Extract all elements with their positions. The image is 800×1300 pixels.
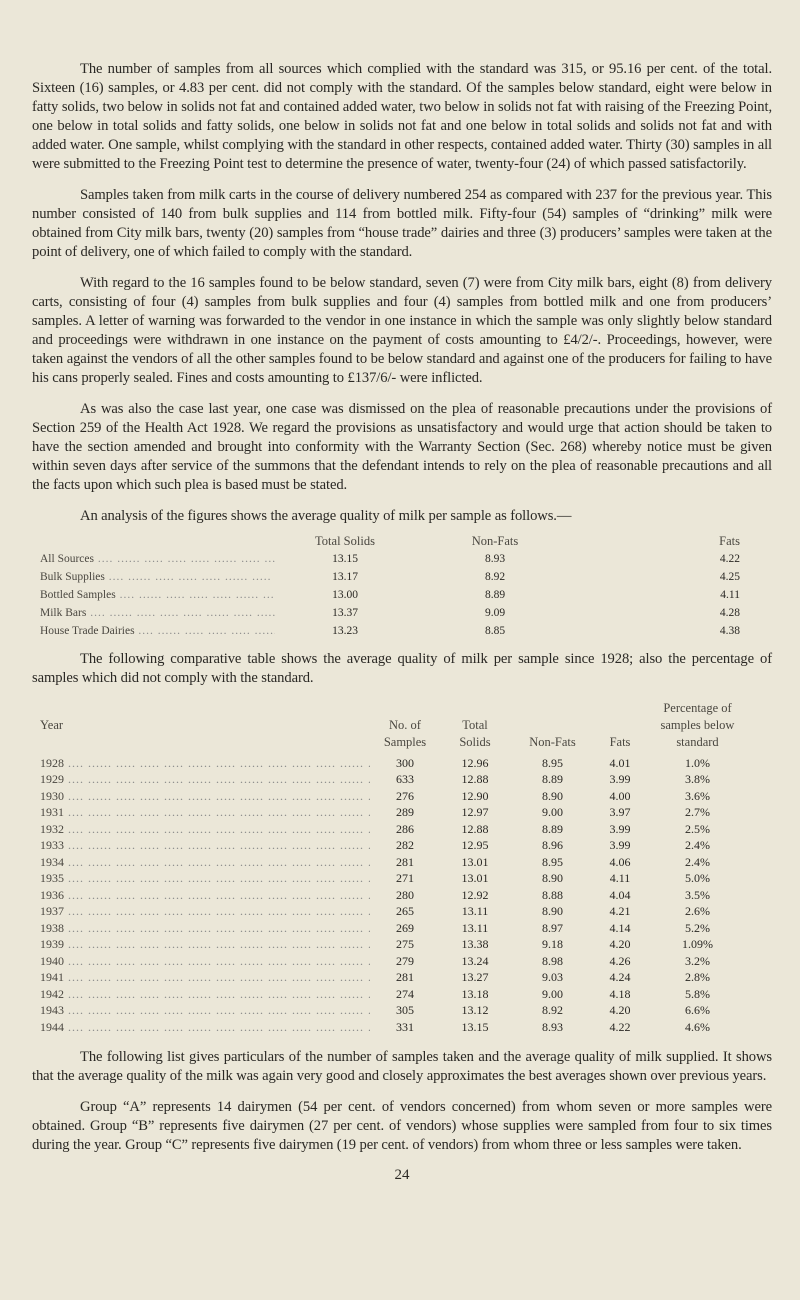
cell-percentage: 2.4% xyxy=(685,838,710,853)
cell-year: 1931 .... xyxy=(40,805,370,820)
cell-year: 1934 .... xyxy=(40,855,370,870)
cell-year: 1935 .... xyxy=(40,871,370,886)
cell-non-fats: 8.90 xyxy=(542,871,563,886)
cell-total-solids: 13.01 xyxy=(461,871,489,886)
header-line: Solids xyxy=(459,735,491,749)
header-total-solids xyxy=(440,700,510,751)
table-row xyxy=(40,772,760,789)
cell-total-solids: 13.18 xyxy=(461,986,489,1001)
header-line: Percentage of xyxy=(663,701,732,715)
cell-percentage: 1.09% xyxy=(682,937,713,952)
cell-year: 1930 .... xyxy=(40,789,370,804)
cell-fats: 3.99 xyxy=(609,838,631,853)
cell-total-solids: 12.95 xyxy=(461,838,489,853)
cell-percentage: 2.5% xyxy=(685,821,710,836)
header-non-fats: Non-Fats xyxy=(529,735,576,749)
cell-non-fats: 8.89 xyxy=(542,772,563,787)
cell-percentage: 3.8% xyxy=(685,772,710,787)
cell-percentage: 3.6% xyxy=(685,788,710,803)
paragraph-text: The following comparative table shows the average quality of milk per sample since 1928; also the percentage of samples which did not comply with the standard. xyxy=(32,651,772,686)
header-line: Samples xyxy=(383,735,427,749)
cell-total-solids: 13.15 xyxy=(332,553,358,565)
cell-samples: 275 xyxy=(396,937,414,952)
cell-percentage: 4.6% xyxy=(685,1019,710,1034)
analysis-row xyxy=(40,550,740,568)
cell-non-fats: 8.97 xyxy=(542,920,563,935)
cell-total-solids: 12.88 xyxy=(461,772,489,787)
cell-year: 1928 .... xyxy=(40,756,370,771)
table-row xyxy=(40,755,760,772)
cell-non-fats: 9.09 xyxy=(484,607,506,619)
table-row xyxy=(40,953,760,970)
cell-non-fats: 9.18 xyxy=(542,937,563,952)
cell-samples: 281 xyxy=(396,970,414,985)
header-line: Total xyxy=(462,718,488,732)
cell-fats: 4.24 xyxy=(609,970,631,985)
cell-percentage: 5.0% xyxy=(685,871,710,886)
paragraph-text: Group “A” represents 14 dairymen (54 per cent. of vendors concerned) from whom seven or more samples were obtained. Group “B” represents five dairymen (27 per cent. of vendors) whose supplies were sampled from four to six times during the year. Group “C” represents five dairymen (19 per cent. of vendors) from whom three or less samples were taken. xyxy=(32,1098,772,1153)
cell-percentage: 6.6% xyxy=(685,1003,710,1018)
cell-total-solids: 12.92 xyxy=(461,887,489,902)
cell-total-solids: 13.37 xyxy=(332,607,358,619)
cell-total-solids: 13.00 xyxy=(332,589,358,601)
paragraph-text: Samples taken from milk carts in the course of delivery numbered 254 as compared with 237 for the previous year. This number consisted of 140 from bulk supplies and 114 from bottled milk. Fifty-four (54) samples of “drinking” milk were obtained from City milk bars, twenty (20) samples from “house trade” dairies and three (3) producers’ samples were taken at the point of delivery, one of which failed to comply with the standard. xyxy=(32,187,772,260)
cell-percentage: 2.4% xyxy=(685,854,710,869)
cell-non-fats: 8.92 xyxy=(542,1003,563,1018)
table-row xyxy=(40,904,760,921)
cell-non-fats: 8.96 xyxy=(542,838,563,853)
cell-non-fats: 9.03 xyxy=(542,970,563,985)
cell-fats: 4.11 xyxy=(609,871,631,886)
cell-total-solids: 12.97 xyxy=(461,805,489,820)
cell-samples: 300 xyxy=(396,755,414,770)
comparative-table-header xyxy=(40,700,760,751)
cell-non-fats: 8.98 xyxy=(542,953,563,968)
cell-total-solids: 13.23 xyxy=(332,625,358,637)
cell-fats: 4.11 xyxy=(720,589,740,601)
analysis-row xyxy=(40,586,740,604)
cell-percentage: 2.6% xyxy=(685,904,710,919)
cell-total-solids: 13.01 xyxy=(461,854,489,869)
cell-total-solids: 13.24 xyxy=(461,953,489,968)
analysis-row xyxy=(40,622,740,640)
analysis-table xyxy=(40,532,740,640)
cell-samples: 276 xyxy=(396,788,414,803)
cell-samples: 280 xyxy=(396,887,414,902)
cell-percentage: 5.2% xyxy=(685,920,710,935)
table-row xyxy=(40,805,760,822)
cell-fats: 4.14 xyxy=(609,920,631,935)
header-percentage xyxy=(645,700,750,751)
cell-fats: 4.01 xyxy=(609,755,631,770)
cell-non-fats: 8.88 xyxy=(542,887,563,902)
cell-samples: 305 xyxy=(396,1003,414,1018)
paragraph-milk-carts xyxy=(32,186,772,262)
row-label: Bottled Samples .... xyxy=(40,589,275,601)
cell-year: 1941 .... xyxy=(40,970,370,985)
cell-year: 1936 .... xyxy=(40,888,370,903)
header-total-solids: Total Solids xyxy=(315,533,375,548)
row-label: Milk Bars .... xyxy=(40,607,275,619)
cell-fats: 4.26 xyxy=(609,953,631,968)
table-row xyxy=(40,854,760,871)
table-row xyxy=(40,871,760,888)
cell-fats: 4.06 xyxy=(609,854,631,869)
cell-samples: 289 xyxy=(396,805,414,820)
cell-total-solids: 13.12 xyxy=(461,1003,489,1018)
analysis-table-header xyxy=(40,532,740,550)
cell-samples: 331 xyxy=(396,1019,414,1034)
cell-non-fats: 8.92 xyxy=(484,571,506,583)
header-fats: Fats xyxy=(609,735,631,749)
cell-percentage: 3.5% xyxy=(685,887,710,902)
table-row xyxy=(40,788,760,805)
cell-non-fats: 8.95 xyxy=(542,755,563,770)
cell-samples: 274 xyxy=(396,986,414,1001)
header-samples xyxy=(370,700,440,751)
row-label: All Sources .... xyxy=(40,553,275,565)
cell-fats: 4.20 xyxy=(609,1003,631,1018)
page-number: 24 xyxy=(394,1166,410,1183)
paragraph-text: An analysis of the figures shows the average quality of milk per sample as follows.— xyxy=(80,508,572,524)
cell-total-solids: 13.15 xyxy=(461,1019,489,1034)
analysis-row xyxy=(40,604,740,622)
cell-year: 1933 .... xyxy=(40,838,370,853)
cell-total-solids: 13.11 xyxy=(461,904,489,919)
cell-non-fats: 8.93 xyxy=(484,553,506,565)
cell-total-solids: 12.90 xyxy=(461,788,489,803)
analysis-row xyxy=(40,568,740,586)
cell-fats: 4.00 xyxy=(609,788,631,803)
cell-non-fats: 9.00 xyxy=(542,986,563,1001)
paragraph-comparative-intro xyxy=(32,650,772,688)
cell-total-solids: 12.96 xyxy=(461,755,489,770)
cell-percentage: 1.0% xyxy=(685,755,710,770)
header-line: samples below xyxy=(660,718,735,732)
cell-samples: 633 xyxy=(396,772,414,787)
table-row xyxy=(40,937,760,954)
cell-fats: 4.22 xyxy=(719,553,740,565)
cell-non-fats: 8.90 xyxy=(542,904,563,919)
cell-samples: 269 xyxy=(396,920,414,935)
cell-samples: 286 xyxy=(396,821,414,836)
cell-percentage: 3.2% xyxy=(685,953,710,968)
cell-fats: 4.38 xyxy=(719,625,740,637)
paragraph-below-standard xyxy=(32,274,772,388)
header-year: Year xyxy=(40,718,64,732)
cell-year: 1942 .... xyxy=(40,987,370,1002)
paragraph-list-intro xyxy=(32,1048,772,1086)
cell-samples: 281 xyxy=(396,854,414,869)
paragraph-text: With regard to the 16 samples found to be below standard, seven (7) were from City milk bars, eight (8) from delivery carts, consisting of four (4) samples from bulk supplies and four (4) samples from bottled milk and one from producers’ samples. A letter of warning was forwarded to the vendor in one instance in which the sample was only slightly below standard and proceedings were withdrawn in one instance on the payment of costs amounting to £4/2/-. Proceedings, however, were taken against the vendors of all the other samples found to be below standard and against one of the producers for failing to have his cans properly sealed. Fines and costs amounting to £137/6/- were inflicted. xyxy=(32,275,772,386)
table-row xyxy=(40,986,760,1003)
cell-year: 1944 .... xyxy=(40,1020,370,1035)
header-non-fats: Non-Fats xyxy=(471,533,519,548)
cell-fats: 4.25 xyxy=(719,571,740,583)
table-row xyxy=(40,970,760,987)
table-row xyxy=(40,821,760,838)
cell-samples: 265 xyxy=(396,904,414,919)
table-row xyxy=(40,920,760,937)
cell-year: 1938 .... xyxy=(40,921,370,936)
paragraph-analysis-intro xyxy=(32,507,772,526)
cell-non-fats: 8.95 xyxy=(542,854,563,869)
cell-non-fats: 8.89 xyxy=(484,589,506,601)
table-row xyxy=(40,1019,760,1036)
row-label: House Trade Dairies .... xyxy=(40,625,275,637)
cell-fats: 3.99 xyxy=(609,772,631,787)
cell-year: 1929 .... xyxy=(40,772,370,787)
cell-year: 1932 .... xyxy=(40,822,370,837)
row-label: Bulk Supplies .... xyxy=(40,571,275,583)
cell-percentage: 5.8% xyxy=(685,986,710,1001)
table-row xyxy=(40,887,760,904)
cell-fats: 4.04 xyxy=(609,887,631,902)
paragraph-text: As was also the case last year, one case was dismissed on the plea of reasonable precautions under the provisions of Section 259 of the Health Act 1928. We regard the provisions as unsatisfactory and would urge that action should be taken to have the section amended and brought into conformity with the Warranty Section (Sec. 268) whereby notice must be given within seven days after service of the summons that the defendant intends to rely on the plea of reasonable precautions and all the facts upon which such plea is based must be stated. xyxy=(32,401,772,493)
table-row xyxy=(40,838,760,855)
cell-fats: 4.21 xyxy=(609,904,631,919)
paragraph-groups xyxy=(32,1098,772,1155)
comparative-table xyxy=(40,700,760,1036)
cell-percentage: 2.7% xyxy=(685,805,710,820)
cell-fats: 4.28 xyxy=(719,607,740,619)
cell-non-fats: 8.89 xyxy=(542,821,563,836)
cell-total-solids: 12.88 xyxy=(461,821,489,836)
cell-non-fats: 8.85 xyxy=(484,625,506,637)
cell-samples: 271 xyxy=(396,871,414,886)
cell-total-solids: 13.27 xyxy=(461,970,489,985)
cell-percentage: 2.8% xyxy=(685,970,710,985)
cell-fats: 4.18 xyxy=(609,986,631,1001)
paragraph-prosecution xyxy=(32,400,772,495)
cell-year: 1939 .... xyxy=(40,937,370,952)
cell-samples: 279 xyxy=(396,953,414,968)
cell-fats: 4.20 xyxy=(609,937,631,952)
table-row xyxy=(40,1003,760,1020)
cell-year: 1943 .... xyxy=(40,1003,370,1018)
cell-fats: 4.22 xyxy=(609,1019,631,1034)
cell-samples: 282 xyxy=(396,838,414,853)
header-fats: Fats xyxy=(719,533,740,548)
paragraph-text: The following list gives particulars of the number of samples taken and the average quality of milk supplied. It shows that the average quality of the milk was again very good and closely approximates the best averages shown over previous years. xyxy=(32,1048,772,1084)
cell-non-fats: 8.93 xyxy=(542,1019,563,1034)
cell-year: 1937 .... xyxy=(40,904,370,919)
cell-non-fats: 8.90 xyxy=(542,788,563,803)
cell-total-solids: 13.38 xyxy=(461,937,489,952)
cell-non-fats: 9.00 xyxy=(542,805,563,820)
cell-total-solids: 13.11 xyxy=(461,920,489,935)
cell-total-solids: 13.17 xyxy=(332,571,358,583)
header-line: standard xyxy=(676,735,719,749)
header-line: No. of xyxy=(389,718,421,732)
cell-fats: 3.97 xyxy=(609,805,631,820)
paragraph-text: The number of samples from all sources which complied with the standard was 315, or 95.16 per cent. of the total. Sixteen (16) samples, or 4.83 per cent. did not comply with the standard. Of the samples below standard, eight were below in fatty solids, two below in solids not fat and contained added water, two below in solids not fat with raising of the Freezing Point, one below in total solids and fatty solids, one below in solids not fat and one below in total solids and solids not fat and with added water. One sample, whilst complying with the standard in other respects, contained added water. Thirty (30) samples in all were submitted to the Freezing Point test to determine the presence of water, twenty-four (24) of which passed satisfactorily. xyxy=(32,61,772,172)
cell-fats: 3.99 xyxy=(609,821,631,836)
cell-year: 1940 .... xyxy=(40,954,370,969)
paragraph-compliance xyxy=(32,60,772,174)
